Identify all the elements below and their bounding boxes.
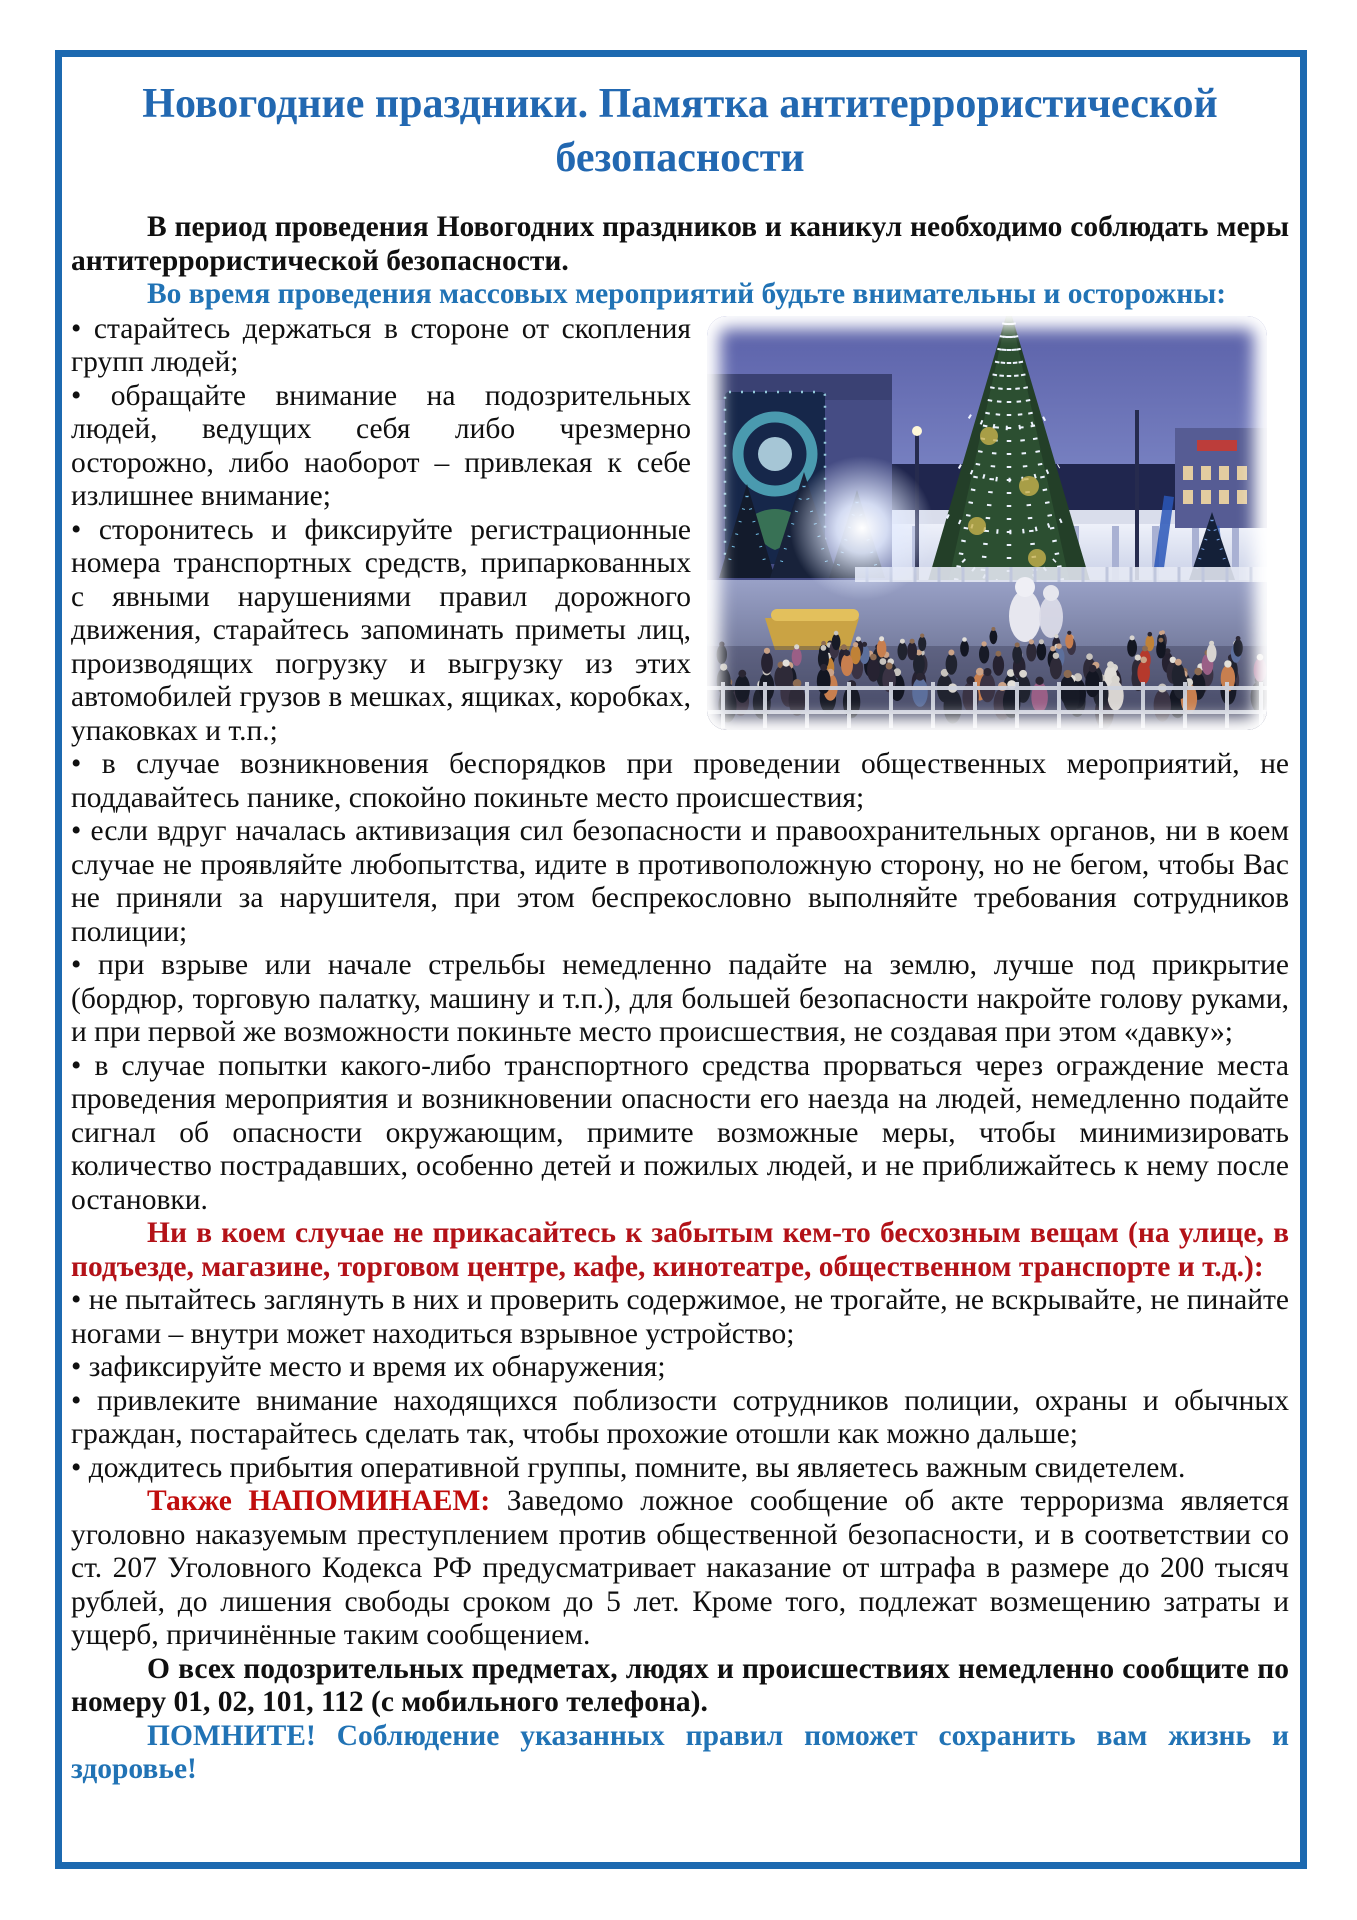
bullet-item: • в случае попытки какого-либо транспортного средства прорваться через ограждение места проведения мероприятия и возникновении опасности его наезда на людей, немедленно подайте сигнал об опасности окружающим, примите возможные меры, чтобы минимизировать количество пострадавших, особенно детей и пожилых людей, и не приближайтесь к нему после остановки.	[71, 1049, 1289, 1216]
bullet-item: • сторонитесь и фиксируйте регистрационные номера транспортных средств, припаркованных с явными нарушениями правил дорожного движения, старайтесь запоминать приметы лиц, производящих погрузку и выгрузку из этих автомобилей грузов в мешках, ящиках, коробках, упаковках и т.п.;	[71, 513, 691, 747]
bullet-item: • не пытайтесь заглянуть в них и проверить содержимое, не трогайте, не вскрывайте, не пинайте ногами – внутри может находиться взрывное устройство;	[71, 1284, 1289, 1350]
bullet-item: • привлеките внимание находящихся поблизости сотрудников полиции, охраны и обычных граждан, постарайтесь сделать так, чтобы прохожие отошли как можно дальше;	[71, 1384, 1289, 1450]
intro-paragraph: В период проведения Новогодних праздников и каникул необходимо соблюдать меры антитеррористической безопасности.	[71, 211, 1289, 277]
holiday-square-photo	[707, 316, 1267, 730]
section2-heading: Ни в коем случае не прикасайтесь к забытым кем-то бесхозным вещам (на улице, в подъезде, магазине, торговом центре, кафе, кинотеатре, общественном транспорте и т.д.):	[71, 1217, 1289, 1283]
footer-reminder: ПОМНИТЕ! Соблюдение указанных правил поможет сохранить вам жизнь и здоровье!	[71, 1719, 1289, 1785]
bullet-item: • если вдруг началась активизация сил безопасности и правоохранительных органов, ни в коем случае не проявляйте любопытства, идите в противоположную сторону, но не бегом, чтобы Вас не приняли за нарушителя, при этом беспрекословно выполняйте требования сотрудников полиции;	[71, 815, 1289, 948]
bullet-item: • при взрыве или начале стрельбы немедленно падайте на землю, лучше под прикрытие (бордюр, торговую палатку, машину и т.п.), для большей безопасности накройте голову руками, и при первой же возможности покиньте место происшествия, не создавая при этом «давку»;	[71, 949, 1289, 1048]
section1-heading: Во время проведения массовых мероприятий будьте внимательны и осторожны:	[147, 278, 1227, 310]
photo-light-flare	[790, 456, 934, 600]
bullet-item: • обращайте внимание на подозрительных людей, ведущих себя либо чрезмерно осторожно, либо наоборот – привлекая к себе излишнее внимание;	[71, 379, 691, 512]
bullet-item: • старайтесь держаться в стороне от скопления групп людей;	[71, 312, 691, 378]
report-numbers-paragraph: О всех подозрительных предметах, людях и происшествиях немедленно сообщите по номеру 01, 02, 101, 112 (с мобильного телефона).	[71, 1652, 1289, 1718]
reminder-label: Также НАПОМИНАЕМ:	[147, 1485, 491, 1517]
photo-red-sign	[1197, 440, 1237, 451]
bullet-item: • зафиксируйте место и время их обнаружения;	[71, 1351, 666, 1383]
section1-body	[71, 313, 1289, 1787]
memo-page-frame	[55, 50, 1307, 1869]
page-title: Новогодние праздники. Памятка антитеррористической безопасности	[142, 81, 1218, 181]
holiday-square-photo-image	[707, 316, 1267, 730]
reminder-paragraph	[71, 1485, 1289, 1653]
bullet-item: • в случае возникновения беспорядков при проведении общественных мероприятий, не поддавайтесь панике, спокойно покиньте место происшествия;	[71, 748, 1289, 814]
reminder-text: Заведомо ложное сообщение об акте терроризма является уголовно наказуемым преступлением против общественной безопасности, и в соответствии со ст. 207 Уголовного Кодекса РФ предусматривает наказание от штрафа в размере до 200 тысяч рублей, до лишения свободы сроком до 5 лет. Кроме того, подлежат возмещению затраты и ущерб, причинённые таким сообщением.	[71, 1485, 1289, 1651]
bullet-item: • дождитесь прибытия оперативной группы, помните, вы являетесь важным свидетелем.	[71, 1451, 1186, 1484]
